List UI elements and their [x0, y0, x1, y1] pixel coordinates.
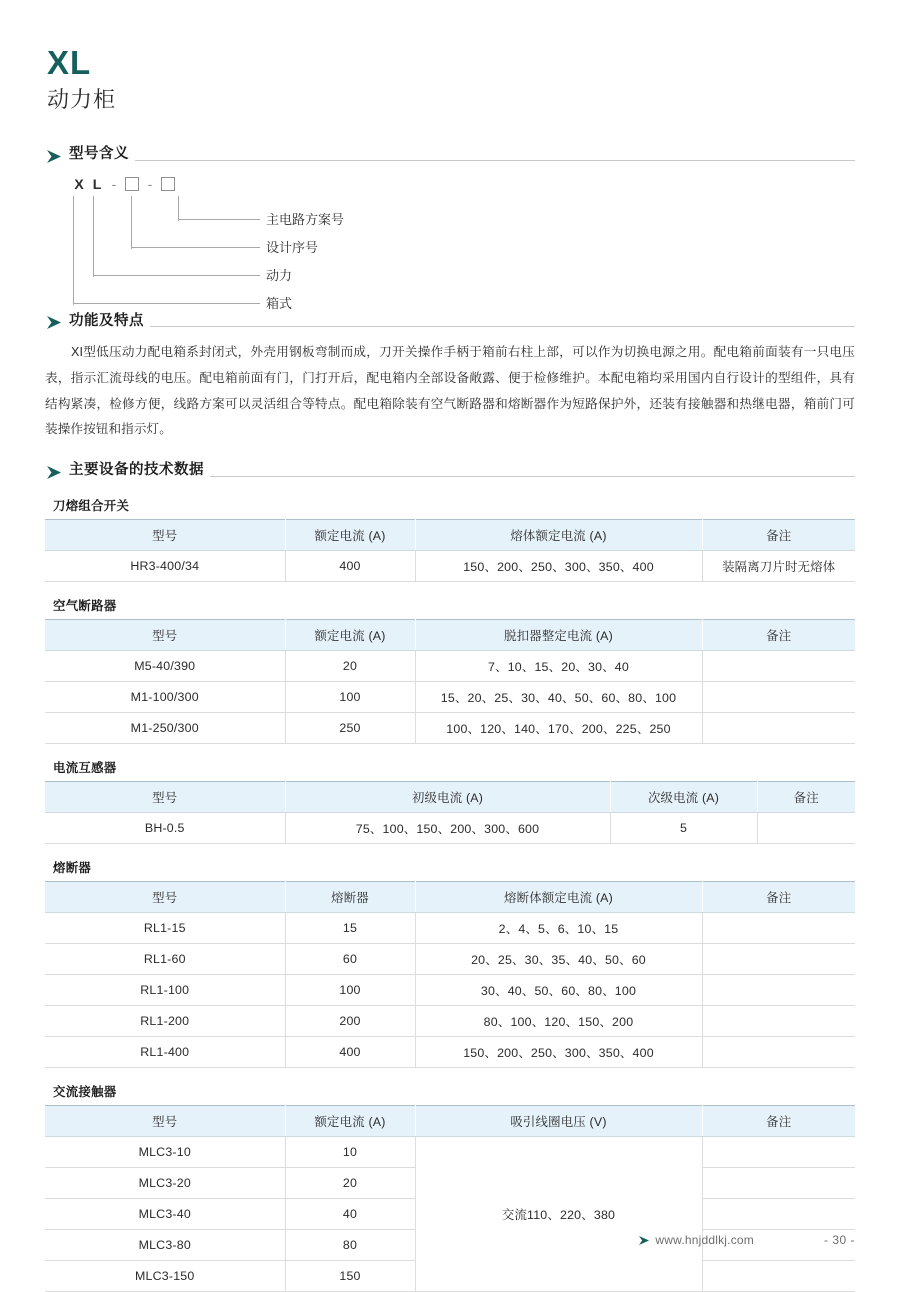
cell-trip-setting-current: 15、20、25、30、40、50、60、80、100: [415, 681, 702, 712]
cell-fuse: 60: [285, 943, 415, 974]
section-title-model: 型号含义: [69, 146, 129, 163]
cell-model: RL1-400: [45, 1036, 285, 1067]
cell-remark: [702, 1198, 855, 1229]
table-header-row: [45, 881, 855, 912]
code-box-2: [161, 177, 175, 191]
leader-line-scheme: [178, 196, 179, 221]
cell-remark: [702, 650, 855, 681]
footer-page-number: - 30 -: [823, 1233, 855, 1247]
section-header-model: [45, 147, 855, 166]
col-header-model: 型号: [45, 619, 285, 650]
leader-hline-design: [131, 247, 260, 248]
model-label-power: 动力: [266, 267, 293, 283]
section-header-specs: [45, 463, 855, 482]
table-row: [45, 974, 855, 1005]
section-divider: [150, 326, 855, 327]
triangle-right-icon: [47, 466, 61, 479]
col-header-fuse-element-rated-current: 熔断体额定电流 (A): [415, 881, 702, 912]
triangle-right-icon: [47, 150, 61, 163]
col-header-rated-current: 额定电流 (A): [285, 619, 415, 650]
col-header-remark: 备注: [702, 619, 855, 650]
col-header-coil-voltage: 吸引线圈电压 (V): [415, 1105, 702, 1136]
leader-line-design: [131, 196, 132, 249]
cell-model: MLC3-10: [45, 1136, 285, 1167]
triangle-right-icon: [639, 1236, 649, 1245]
table-label-ac-contactor: 交流接触器: [53, 1084, 117, 1099]
cell-rated-current: 40: [285, 1198, 415, 1229]
section-divider: [210, 476, 855, 477]
cell-remark: [702, 1167, 855, 1198]
model-label-scheme: 主电路方案号: [266, 211, 345, 227]
cell-model: RL1-15: [45, 912, 285, 943]
section-header-features: [45, 314, 855, 333]
cell-remark: [702, 974, 855, 1005]
page-title: XL: [47, 44, 92, 81]
section-title-specs: 主要设备的技术数据: [69, 462, 204, 479]
col-header-model: 型号: [45, 1105, 285, 1136]
table-header-row: [45, 1105, 855, 1136]
cell-remark: [702, 1260, 855, 1291]
col-header-rated-current: 额定电流 (A): [285, 1105, 415, 1136]
col-header-model: 型号: [45, 519, 285, 550]
table-label-air-breaker: 空气断路器: [53, 598, 117, 613]
col-header-primary-current: 初级电流 (A): [285, 781, 610, 812]
model-label-design: 设计序号: [266, 239, 319, 255]
table-knife-fuse: [45, 519, 855, 582]
cell-remark: [702, 1136, 855, 1167]
features-paragraph: [45, 340, 855, 443]
cell-remark: [757, 812, 855, 843]
section-title-features: 功能及特点: [69, 312, 144, 329]
cell-rated-current: 100: [285, 681, 415, 712]
col-header-model: 型号: [45, 781, 285, 812]
code-char-l: L: [92, 175, 102, 192]
col-header-fuse: 熔断器: [285, 881, 415, 912]
paragraph-text: XI型低压动力配电箱系封闭式，外壳用钢板弯制而成，刀开关操作手柄于箱前右柱上部，可以作为切换电源之用。配电箱前面装有一只电压表，指示汇流母线的电压。配电箱前面有门，门打开后，配电箱内全部设备敞露、便于检修维护。本配电箱均采用国内自行设计的型组件，具有结构紧凑，检修方便，线路方案可以灵活组合等特点。配电箱除装有空气断路器和熔断器作为短路保护外，还装有接触器和热继电器，箱前门可装操作按钮和指示灯。: [45, 345, 855, 437]
cell-rated-current: 150: [285, 1260, 415, 1291]
cell-model: RL1-200: [45, 1005, 285, 1036]
leader-hline-power: [93, 275, 260, 276]
table-air-breaker: [45, 619, 855, 744]
cell-rated-current: 20: [285, 1167, 415, 1198]
table-row: [45, 1136, 855, 1167]
leader-line-box: [73, 196, 74, 305]
cell-model: HR3-400/34: [45, 550, 285, 581]
title-block: [45, 0, 855, 113]
cell-fuse: 400: [285, 1036, 415, 1067]
table-fuse: [45, 881, 855, 1068]
cell-model: M5-40/390: [45, 650, 285, 681]
cell-remark: [702, 912, 855, 943]
cell-remark: 装隔离刀片时无熔体: [702, 550, 855, 581]
cell-fuse: 100: [285, 974, 415, 1005]
leader-hline-scheme: [178, 219, 260, 220]
table-header-row: [45, 619, 855, 650]
cell-model: M1-250/300: [45, 712, 285, 743]
cell-secondary-current: 5: [610, 812, 757, 843]
table-row: [45, 943, 855, 974]
cell-remark: [702, 712, 855, 743]
cell-remark: [702, 1005, 855, 1036]
cell-rated-current: 400: [285, 550, 415, 581]
table-row: [45, 1036, 855, 1067]
code-dash-1: -: [111, 175, 117, 192]
code-box-1: [125, 177, 139, 191]
table-header-row: [45, 781, 855, 812]
cell-coil-voltage-merged: 交流110、220、380: [415, 1136, 702, 1291]
cell-fuse-rated-current: 150、200、250、300、350、400: [415, 550, 702, 581]
triangle-right-icon: [47, 316, 61, 329]
cell-remark: [702, 681, 855, 712]
cell-fuse-element-rated-current: 2、4、5、6、10、15: [415, 912, 702, 943]
table-row: [45, 650, 855, 681]
table-current-transformer: [45, 781, 855, 844]
table-row: [45, 812, 855, 843]
cell-remark: [702, 1036, 855, 1067]
col-header-secondary-current: 次级电流 (A): [610, 781, 757, 812]
cell-fuse: 15: [285, 912, 415, 943]
table-header-row: [45, 519, 855, 550]
leader-hline-box: [73, 303, 260, 304]
table-row: [45, 912, 855, 943]
page-footer: [45, 1233, 855, 1247]
model-label-box: 箱式: [266, 295, 293, 311]
code-dash-2: -: [147, 175, 153, 192]
cell-model: MLC3-40: [45, 1198, 285, 1229]
table-row: [45, 681, 855, 712]
table-ac-contactor: [45, 1105, 855, 1292]
col-header-rated-current: 额定电流 (A): [285, 519, 415, 550]
footer-website[interactable]: www.hnjddlkj.com: [655, 1233, 754, 1247]
col-header-remark: 备注: [702, 519, 855, 550]
col-header-remark: 备注: [702, 1105, 855, 1136]
table-row: [45, 550, 855, 581]
table-label-fuse: 熔断器: [53, 860, 92, 875]
cell-trip-setting-current: 7、10、15、20、30、40: [415, 650, 702, 681]
cell-fuse-element-rated-current: 20、25、30、35、40、50、60: [415, 943, 702, 974]
cell-rated-current: 10: [285, 1136, 415, 1167]
table-row: [45, 712, 855, 743]
cell-model: M1-100/300: [45, 681, 285, 712]
cell-model: RL1-100: [45, 974, 285, 1005]
cell-model: RL1-60: [45, 943, 285, 974]
model-code-string: [70, 176, 178, 192]
code-char-x: X: [74, 175, 84, 192]
cell-trip-setting-current: 100、120、140、170、200、225、250: [415, 712, 702, 743]
cell-fuse-element-rated-current: 80、100、120、150、200: [415, 1005, 702, 1036]
cell-fuse-element-rated-current: 30、40、50、60、80、100: [415, 974, 702, 1005]
cell-fuse-element-rated-current: 150、200、250、300、350、400: [415, 1036, 702, 1067]
cell-model: MLC3-150: [45, 1260, 285, 1291]
table-label-knife-fuse: 刀熔组合开关: [53, 498, 130, 513]
table-row: [45, 1005, 855, 1036]
page-subtitle: 动力柜: [47, 86, 117, 112]
cell-fuse: 200: [285, 1005, 415, 1036]
cell-rated-current: 250: [285, 712, 415, 743]
cell-model: BH-0.5: [45, 812, 285, 843]
cell-rated-current: 20: [285, 650, 415, 681]
cell-model: MLC3-20: [45, 1167, 285, 1198]
model-code-diagram: [45, 175, 855, 311]
cell-primary-current: 75、100、150、200、300、600: [285, 812, 610, 843]
cell-remark: [702, 943, 855, 974]
col-header-model: 型号: [45, 881, 285, 912]
cell-model: MLC3-80: [45, 1229, 285, 1260]
col-header-trip-setting-current: 脱扣器整定电流 (A): [415, 619, 702, 650]
cell-rated-current: 80: [285, 1229, 415, 1260]
leader-line-power: [93, 196, 94, 277]
col-header-remark: 备注: [702, 881, 855, 912]
section-divider: [135, 160, 855, 161]
col-header-fuse-rated-current: 熔体额定电流 (A): [415, 519, 702, 550]
table-label-current-transformer: 电流互感器: [53, 760, 117, 775]
col-header-remark: 备注: [757, 781, 855, 812]
